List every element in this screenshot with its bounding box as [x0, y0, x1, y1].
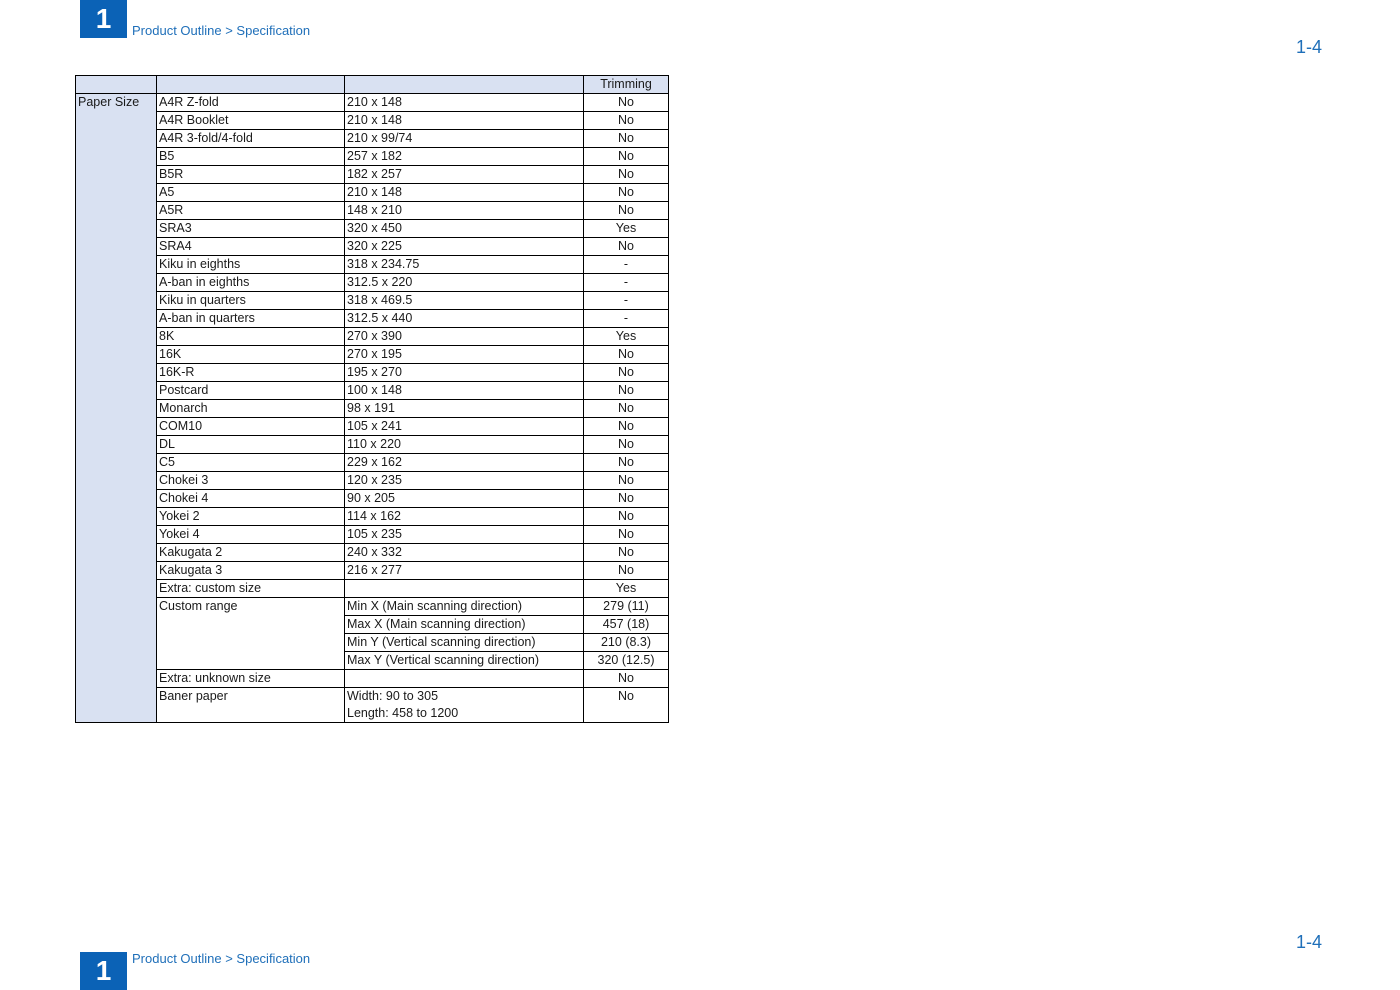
paper-name-cell: Kiku in eighths	[157, 256, 345, 274]
table-row	[76, 166, 669, 184]
paper-dimension-cell: 90 x 205	[345, 490, 584, 508]
paper-dimension-cell: 312.5 x 220	[345, 274, 584, 292]
trimming-cell: No	[584, 490, 669, 508]
table-row	[76, 238, 669, 256]
table-row	[76, 310, 669, 328]
custom-range-value-cell: 320 (12.5)	[584, 652, 669, 670]
table-row	[76, 130, 669, 148]
paper-dimension-cell: 320 x 450	[345, 220, 584, 238]
trimming-cell: -	[584, 274, 669, 292]
paper-name-cell: Extra: unknown size	[157, 670, 345, 688]
table-row	[76, 202, 669, 220]
paper-dimension-cell: 210 x 148	[345, 184, 584, 202]
paper-name-cell: A-ban in quarters	[157, 310, 345, 328]
page-number: 1-4	[1296, 37, 1323, 57]
table-row	[76, 526, 669, 544]
paper-size-spec-table	[75, 75, 669, 723]
paper-name-cell: C5	[157, 454, 345, 472]
trimming-cell: No	[584, 562, 669, 580]
banner-width-text: Width: 90 to 305	[347, 689, 439, 703]
custom-range-item-cell: Max Y (Vertical scanning direction)	[345, 652, 584, 670]
paper-name-cell: COM10	[157, 418, 345, 436]
paper-name-cell: A4R 3-fold/4-fold	[157, 130, 345, 148]
paper-dimension-cell: 105 x 241	[345, 418, 584, 436]
paper-name-cell: SRA4	[157, 238, 345, 256]
trimming-cell: -	[584, 310, 669, 328]
paper-dimension-cell: 318 x 234.75	[345, 256, 584, 274]
paper-dimension-cell: 110 x 220	[345, 436, 584, 454]
paper-name-cell: Kiku in quarters	[157, 292, 345, 310]
table-row	[76, 562, 669, 580]
paper-name-cell: Yokei 2	[157, 508, 345, 526]
trimming-cell: No	[584, 382, 669, 400]
trimming-cell: No	[584, 346, 669, 364]
trimming-cell: No	[584, 166, 669, 184]
trimming-cell: Yes	[584, 328, 669, 346]
table-row	[76, 598, 669, 616]
paper-dimension-cell: 312.5 x 440	[345, 310, 584, 328]
paper-dimension-cell: 98 x 191	[345, 400, 584, 418]
table-row	[76, 292, 669, 310]
trimming-cell: No	[584, 472, 669, 490]
header-blank-cell	[345, 76, 584, 94]
chapter-number-badge: 1	[80, 0, 127, 38]
paper-name-cell: Monarch	[157, 400, 345, 418]
paper-name-cell: DL	[157, 436, 345, 454]
paper-dimension-cell: 182 x 257	[345, 166, 584, 184]
table-row	[76, 184, 669, 202]
table-row	[76, 436, 669, 454]
paper-dimension-cell: 105 x 235	[345, 526, 584, 544]
trimming-cell: No	[584, 112, 669, 130]
trimming-cell: No	[584, 526, 669, 544]
trimming-cell: No	[584, 148, 669, 166]
table-row	[76, 400, 669, 418]
table-row	[76, 688, 669, 723]
banner-dimension-cell	[345, 688, 584, 723]
table-header-row	[76, 76, 669, 94]
paper-name-cell: Chokei 4	[157, 490, 345, 508]
paper-name-cell: Yokei 4	[157, 526, 345, 544]
paper-name-cell: Kakugata 3	[157, 562, 345, 580]
table-row	[76, 508, 669, 526]
paper-dimension-cell: 257 x 182	[345, 148, 584, 166]
trimming-cell: No	[584, 94, 669, 112]
paper-dimension-cell	[345, 670, 584, 688]
paper-dimension-cell: 320 x 225	[345, 238, 584, 256]
trimming-column-header: Trimming	[584, 76, 669, 94]
trimming-cell: No	[584, 508, 669, 526]
trimming-cell: Yes	[584, 580, 669, 598]
table-row	[76, 364, 669, 382]
trimming-cell: No	[584, 670, 669, 688]
trimming-cell: No	[584, 364, 669, 382]
paper-dimension-cell: 210 x 148	[345, 94, 584, 112]
trimming-cell: No	[584, 544, 669, 562]
table-row	[76, 256, 669, 274]
paper-dimension-cell: 195 x 270	[345, 364, 584, 382]
paper-size-category-cell: Paper Size	[76, 94, 157, 723]
table-row	[76, 418, 669, 436]
paper-name-cell: B5	[157, 148, 345, 166]
paper-dimension-cell: 318 x 469.5	[345, 292, 584, 310]
trimming-cell: No	[584, 202, 669, 220]
paper-name-cell: 16K-R	[157, 364, 345, 382]
trimming-cell: -	[584, 256, 669, 274]
paper-name-cell: Postcard	[157, 382, 345, 400]
paper-dimension-cell: 210 x 99/74	[345, 130, 584, 148]
custom-range-item-cell: Max X (Main scanning direction)	[345, 616, 584, 634]
table-row	[76, 472, 669, 490]
paper-name-cell: Chokei 3	[157, 472, 345, 490]
custom-range-value-cell: 457 (18)	[584, 616, 669, 634]
paper-dimension-cell: 270 x 390	[345, 328, 584, 346]
trimming-cell: No	[584, 454, 669, 472]
trimming-cell: No	[584, 184, 669, 202]
trimming-cell: No	[584, 436, 669, 454]
paper-name-cell: A5	[157, 184, 345, 202]
custom-range-label-cell: Custom range	[157, 598, 345, 670]
trimming-cell: No	[584, 400, 669, 418]
paper-dimension-cell: 229 x 162	[345, 454, 584, 472]
custom-range-item-cell: Min Y (Vertical scanning direction)	[345, 634, 584, 652]
table-row	[76, 670, 669, 688]
trimming-cell: No	[584, 688, 669, 723]
paper-dimension-cell: 210 x 148	[345, 112, 584, 130]
paper-dimension-cell: 270 x 195	[345, 346, 584, 364]
paper-name-cell: A4R Z-fold	[157, 94, 345, 112]
paper-name-cell: Extra: custom size	[157, 580, 345, 598]
paper-dimension-cell: 148 x 210	[345, 202, 584, 220]
table-row	[76, 112, 669, 130]
paper-name-cell: SRA3	[157, 220, 345, 238]
trimming-cell: Yes	[584, 220, 669, 238]
table-row	[76, 544, 669, 562]
paper-name-cell: A5R	[157, 202, 345, 220]
table-row	[76, 382, 669, 400]
table-row	[76, 490, 669, 508]
paper-dimension-cell: 100 x 148	[345, 382, 584, 400]
paper-dimension-cell: 114 x 162	[345, 508, 584, 526]
paper-name-cell: Baner paper	[157, 688, 345, 723]
table-row	[76, 346, 669, 364]
custom-range-item-cell: Min X (Main scanning direction)	[345, 598, 584, 616]
trimming-cell: No	[584, 418, 669, 436]
table-row	[76, 454, 669, 472]
footer-chapter-number-badge: 1	[80, 952, 127, 990]
paper-name-cell: A4R Booklet	[157, 112, 345, 130]
trimming-cell: No	[584, 130, 669, 148]
breadcrumb[interactable]: Product Outline > Specification	[132, 23, 311, 38]
banner-length-text: Length: 458 to 1200	[347, 706, 459, 720]
footer-page-number: 1-4	[1296, 932, 1323, 952]
table-row	[76, 220, 669, 238]
table-row	[76, 328, 669, 346]
table-row	[76, 148, 669, 166]
table-row	[76, 94, 669, 112]
header-blank-cell	[157, 76, 345, 94]
paper-dimension-cell: 240 x 332	[345, 544, 584, 562]
custom-range-value-cell: 210 (8.3)	[584, 634, 669, 652]
header-blank-cell	[76, 76, 157, 94]
paper-dimension-cell: 216 x 277	[345, 562, 584, 580]
paper-name-cell: 16K	[157, 346, 345, 364]
trimming-cell: -	[584, 292, 669, 310]
paper-dimension-cell	[345, 580, 584, 598]
paper-name-cell: B5R	[157, 166, 345, 184]
custom-range-value-cell: 279 (11)	[584, 598, 669, 616]
paper-name-cell: Kakugata 2	[157, 544, 345, 562]
table-row	[76, 580, 669, 598]
table-row	[76, 274, 669, 292]
paper-name-cell: 8K	[157, 328, 345, 346]
paper-name-cell: A-ban in eighths	[157, 274, 345, 292]
footer-breadcrumb[interactable]: Product Outline > Specification	[132, 951, 311, 966]
paper-dimension-cell: 120 x 235	[345, 472, 584, 490]
trimming-cell: No	[584, 238, 669, 256]
